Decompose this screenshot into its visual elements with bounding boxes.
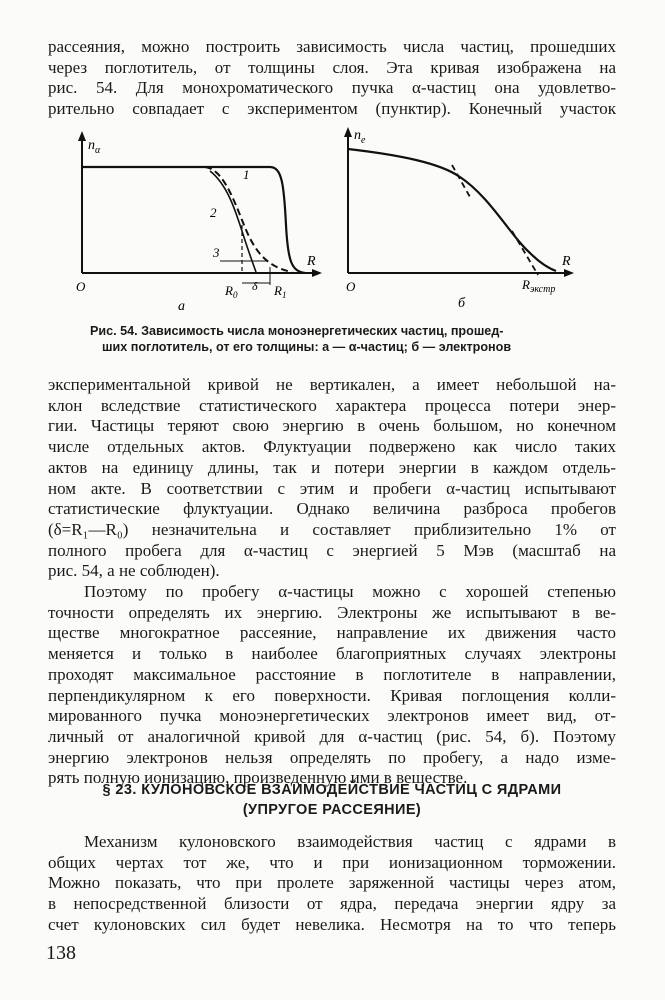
text-line: через поглотитель, от толщины слоя. Эта кривая изображена на [48,57,616,77]
panel-a [76,131,322,314]
caption-line: ших поглотитель, от его толщины: а — α-частиц; б — электронов [102,340,512,354]
text-line: мированного пучка моноэнергетических электронов имеет вид, от- [48,706,616,726]
text-line: Поэтому по пробегу α-частицы можно с хорошей степенью [84,582,616,601]
text-line: перпендикулярном к его поверхности. Кривая поглощения колли- [48,685,616,705]
panel-letter-a: а [178,299,185,314]
section-heading [48,780,616,820]
x-label-a: R [307,254,316,269]
text-line: проходят максимальное расстояние в поглотителе в направлении, [48,664,616,684]
text-line: в непосредственной близости от ядра, передача энергии ядру за [48,894,616,914]
y-label-b: $n_e$ [354,128,366,146]
text-line: ществе многократное рассеяние, направление их движения часто [48,623,616,643]
text-line: Механизм кулоновского взаимодействия частиц с ядрами в [84,832,616,851]
origin-b: O [346,279,356,294]
text-line: рис. 54. Для монохроматического пучка α-частиц она удовлетво- [48,78,616,98]
text-line: рять полную ионизацию, произведенную ими в веществе. [48,768,468,788]
x-axis-arrow-a [312,269,322,277]
text-line: клон вследствие статистического характера процесса потери энер- [48,395,616,415]
section-heading-line: (УПРУГОЕ РАССЕЯНИЕ) [242,802,422,818]
y-axis-arrow-a [78,131,86,141]
figure-54 [60,125,605,315]
figure-54-svg [60,125,605,315]
curve-label-3: 3 [213,245,220,260]
text-line: ном акте. В соответствии с этим и пробеги α-частиц испытывают [48,478,616,498]
text-line: экспериментальной кривой не вертикален, а имеет небольшой на- [48,375,616,394]
text-line: статистические флуктуации. Однако величина разброса пробегов [48,499,616,519]
r1-label: $R_1$ [274,283,287,300]
x-axis-arrow-b [564,269,574,277]
text-line: Можно показать, что при пролете заряженной частицы через атом, [48,873,616,893]
text-line: счет кулоновских сил будет невелика. Несмотря на то что теперь [48,914,616,934]
figure-caption [90,323,580,355]
section-heading-line: § 23. КУЛОНОВСКОЕ ВЗАИМОДЕЙСТВИЕ ЧАСТИЦ С ЯДРАМИ [102,782,562,798]
text-line: личный от аналогичной кривой для α-частиц (рис. 54, б). Поэтому [48,726,616,746]
text-line: общих чертах тот же, что и при ионизационном торможении. [48,852,616,872]
origin-a: O [76,279,86,294]
text-line: (δ=R₁—R₀) незначительна и составляет приблизительно 1% от [48,519,616,539]
text-line: числе отдельных актов. Флуктуации подвержено как число таких [48,437,616,457]
panel-b [344,127,574,311]
r0-label: $R_0$ [225,283,238,300]
y-label-a: $n_\alpha$ [88,138,101,156]
caption-line: Рис. 54. Зависимость числа моноэнергетических частиц, прошед- [90,324,504,338]
curve-label-1: 1 [243,167,250,182]
curve-label-2: 2 [210,205,217,220]
text-line: рассеяния, можно построить зависимость числа частиц, прошедших [48,37,616,56]
middle-paragraph [48,375,616,582]
top-paragraph [48,37,616,120]
text-line: полного пробега для α-частиц с энергией 5 Мэв (масштаб на [48,540,616,560]
text-line: точности определять их энергию. Электроны же испытывают в ве- [48,602,616,622]
text-line: меняется и только в наиболее благоприятных случаях электроны [48,644,616,664]
y-axis-arrow-b [344,127,352,137]
text-line: энергию электронов нельзя определять по пробегу, а надо изме- [48,747,616,767]
delta-label: δ [252,279,258,293]
second-paragraph [48,582,616,789]
panel-letter-b: б [458,296,466,311]
curve-1 [82,167,305,273]
text-line: гии. Частицы теряют свою энергию в очень большом, но конечном [48,416,616,436]
text-line: рис. 54, а не соблюден). [48,561,220,581]
r-extr-label: $R_{экстр}$ [522,277,556,295]
text-line: рительно совпадает с экспериментом (пунктир). Конечный участок [48,99,616,119]
page-number: 138 [46,942,76,964]
x-label-b: R [562,254,571,269]
last-paragraph [48,832,616,936]
text-line: актов на единицу длины, так и потери энергии в каждом отдель- [48,457,616,477]
